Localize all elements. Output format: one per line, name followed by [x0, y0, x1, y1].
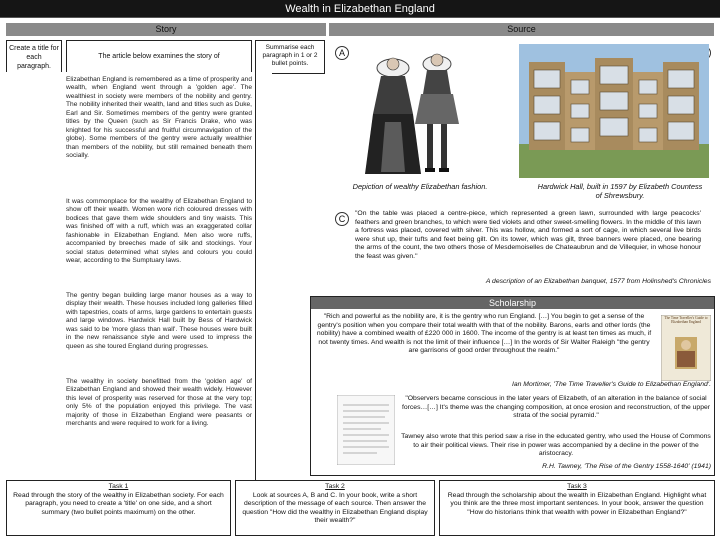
source-c-label: C	[335, 212, 349, 226]
task-text: Read through the scholarship about the wealth in Elizabethan England. Highlight what you think are the three most important sentences. In your book, answer the question "How do historians think that wealth with power in Elizabethan England?"	[447, 491, 707, 516]
story-header: Story	[6, 23, 326, 36]
story-paragraph: Elizabethan England is remembered as a time of prosperity and wealth, when England went through a 'golden age'. The wealthiest in society were members of the nobility and gentry. The nobility inherited their wealth, land and titles such as Duke, Earl and Sir. Sometimes members of the gentry were granted titles by the Queen (such as Sir Francis Drake, who was knighted for his successful and fruitful circumnavigation of the globe). Some members of the gentry were actually wealthier than members of the nobility, but still remained beneath them socially.	[66, 76, 252, 160]
summary-instruction-box: Summarise each paragraph in 1 or 2 bullet points.	[255, 40, 325, 74]
page-title: Wealth in Elizabethan England	[0, 0, 720, 18]
elizabethan-fashion-image	[355, 42, 475, 178]
source-b-caption: Hardwick Hall, built in 1597 by Elizabeth Countess of Shrewsbury.	[537, 182, 703, 200]
scholarship-attribution-2: R.H. Tawney, 'The Rise of the Gentry 1558-1640' (1941)	[542, 463, 711, 470]
title-instruction-box: Create a title for each paragraph.	[6, 40, 62, 96]
task-title: Task 2	[325, 483, 345, 490]
story-paragraph: The gentry began building large manor houses as a way to display their wealth. These houses included long galleries filled with tapestries, coats of arms, large gardens to entertain guests and large windows. Hardwick Hall built by Bess of Hardwick was said to be 'more glass than wall'. These houses were built in the new renaissance style and were used to impress the queen as she toured England during progresses.	[66, 292, 252, 350]
scholarship-quote-3: Tawney also wrote that this period saw a rise in the educated gentry, who used the House of Commons to air their political views. Their rise in power was accompanied by a decline in the power of the aristocracy.	[401, 433, 711, 458]
source-c-attribution: A description of an Elizabethan banquet, 1577 from Holinshed's Chronicles	[485, 278, 711, 285]
task-3-box	[439, 480, 715, 536]
document-page-image	[337, 395, 395, 465]
source-a-label: A	[335, 46, 349, 60]
source-header: Source	[329, 23, 714, 36]
intro-box: The article below examines the story of	[66, 40, 252, 74]
summary-column	[255, 72, 272, 480]
scholarship-quote-2: "Observers became conscious in the later years of Elizabeth, of an alteration in the balance of social forces…[…] It's theme was the changing composition, at once erosion and reconstruction, of the upper strata of the social pyramid."	[401, 395, 711, 420]
hardwick-hall-image	[519, 44, 709, 178]
task-title: Task 1	[108, 483, 129, 490]
sources-panel	[329, 40, 714, 290]
book-title: The Time Traveller's Guide to Elizabethan England	[664, 316, 708, 325]
task-text: Look at sources A, B and C. In your book, write a short description of the message of each source. Then answer the question "How did the wealthy in Elizabethan England display their wealth?"	[242, 491, 428, 525]
scholarship-header: Scholarship	[311, 297, 714, 309]
task-2-box	[235, 480, 435, 536]
task-1-box	[6, 480, 231, 536]
scholarship-attribution-1: Ian Mortimer, 'The Time Traveller's Guide to Elizabethan England'.	[511, 381, 711, 388]
story-paragraph: It was commonplace for the wealthy of Elizabethan England to show off their wealth. Women wore rich coloured dresses with bodices that gave them wide shoulders and tiny waists. This was finished off with a ruff, which was an exaggerated collar fashionable in Elizabethan England. Men also wore ruffs, accompanied by breeches made of silk and stockings. Your social status determined what styles and colours you could wear, according to the Sumptuary laws.	[66, 198, 252, 265]
book-cover-image	[661, 315, 711, 381]
task-text: Read through the story of the wealthy in Elizabethan society. For each paragraph, you need to create a 'title' on one side, and a short summary (two bullet points maximum) on the other.	[13, 491, 224, 516]
story-paragraph: The wealthy in society benefitted from the 'golden age' of Elizabethan England and showed their wealth widely. However this level of prosperity was reserved for those at the very top; only 5% of the population enjoyed this privilege. The vast majority of those in Elizabethan England were peasants or merchants and were required to work for a living.	[66, 378, 252, 428]
source-c-quote: "On the table was placed a centre-piece, which represented a green lawn, surrounded with large peacocks' feathers and green branches, to which were tied violets and other sweet-smelling flowers. In the middle of this lawn a fortress was placed, covered with silver. This was hollow, and formed a sort of cage, in which several live birds were shut up, their tufts and feet being gilt. On its tower, which was gilt, three banners were placed, one bearing the arms of the count, the two others those of Mesdemoiselles de Chateaubrun and de Villequier, in whose honour the feast was given."	[355, 210, 701, 260]
scholarship-panel	[310, 296, 715, 476]
scholarship-quote-1: "Rich and powerful as the nobility are, it is the gentry who run England. […] You begin to get a sense of the gentry's position when you compare their total wealth with that of the nobility. Barons, earls and other lords (the nobility) have a combined wealth of £220 000 in 1600. The income of the gentry is at least ten times as much, if not twenty times. And wealth is not the limit of their influence […] In the words of Sir Walter Raleigh "the gentry are garrisons of good order throughout the realm."	[316, 313, 652, 355]
source-a-caption: Depiction of wealthy Elizabethan fashion.	[352, 182, 488, 191]
task-title: Task 3	[567, 483, 587, 490]
